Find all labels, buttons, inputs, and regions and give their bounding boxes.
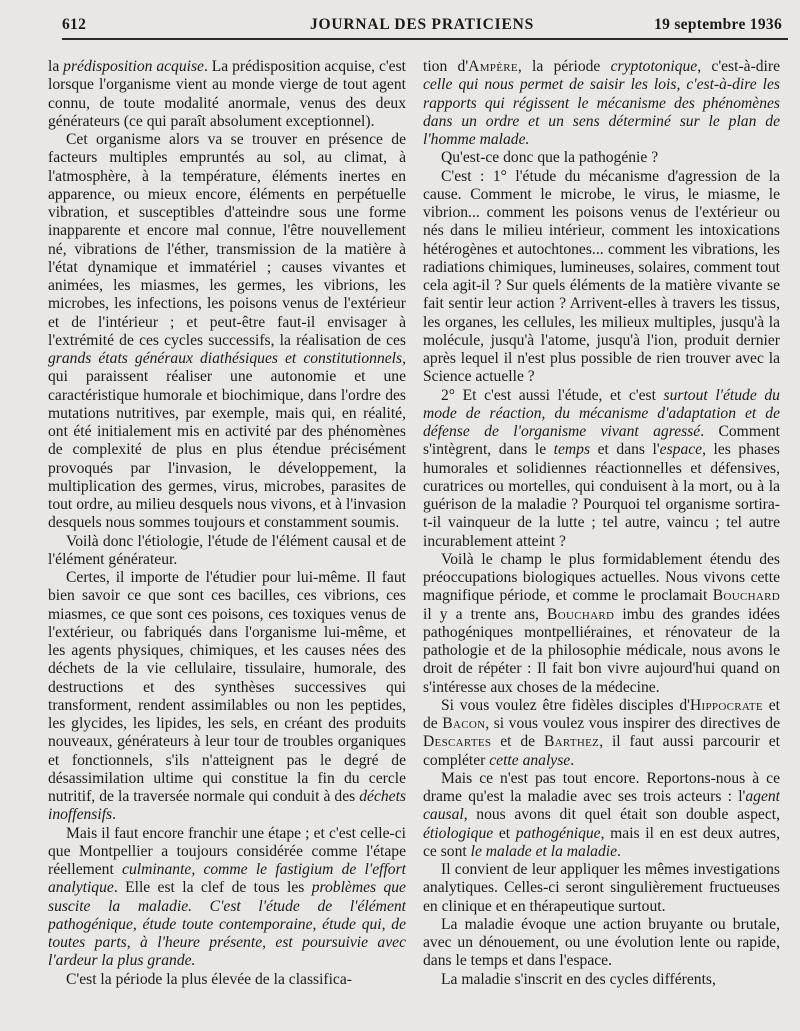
author-name: Bouchard (547, 605, 615, 623)
author-name: Descartes (423, 733, 492, 751)
text-run: . (570, 751, 575, 769)
paragraph (48, 533, 406, 570)
text-run: Voilà donc l'étiologie, l'étude de l'élément causal et de l'élément générateur. (48, 532, 406, 568)
italic-run: le malade et la maladie (470, 842, 618, 860)
text-run: , qui paraissent réaliser une autonomie et une caractéristique humorale et biochimique, dans l'ordre des mutations nutritives, par exemple, mais qui, en réalité, ont été initialement mis en activité par des phénomènes de complexité de plus en plus étendue précisément provoqués par l'invasion, le développement, la multiplication des germes, virus, microbes, parasites de tout ordre, au milieu desquels nous vivons, et à l'invasion desquels nous sommes toujours et constamment soumis. (48, 350, 406, 532)
text-run: , la période (517, 58, 611, 75)
italic-run: temps (553, 441, 591, 459)
header-rule (62, 38, 788, 40)
italic-run: pathogénique (515, 824, 601, 842)
text-run: la (48, 58, 64, 75)
italic-run: prédisposition acquise (63, 58, 204, 75)
italic-run: cryptotonique (610, 58, 698, 75)
paragraph (48, 971, 406, 989)
paragraph (48, 569, 406, 825)
text-run: C'est : 1° l'étude du mécanisme d'agression de la cause. Comment le microbe, le virus, le miasme, le vibrion... comment les poisons venus de l'extérieur ou nés dans le milieu intérieur, comment les intoxications hétérogènes et autochtones... comment les vibrations, les radiations chimiques, lumineuses, solaires, comment tout cela agit-il ? Sur quels éléments de la matière vivante se fait sentir leur action ? Arrivent-elles à travers les tissus, les organes, les cellules, les milieux multiples, jusqu'à la molécule, jusqu'à l'atome, jusqu'à l'ion, produit dernier après lequel il n'est plus possible de rien trouver avec la Science actuelle ? (423, 167, 780, 386)
text-run: Si vous voulez être fidèles disciples d' (441, 696, 690, 714)
text-run: et de (423, 696, 780, 732)
running-header (62, 16, 782, 38)
text-run: Voilà le champ le plus formidablement étendu des préoccupations biologiques actuelles. Nous vivons cette magnifique période, et comme le proclamait (423, 550, 780, 605)
italic-run: surtout l'étude du mode de réaction, du mécanisme d'adaptation et de défense de l'organisme vivant agressé (423, 386, 780, 440)
text-run: . Elle est la clef de tous les (113, 879, 312, 897)
paragraph (423, 168, 780, 387)
text-run: tion d' (423, 58, 469, 75)
italic-run: problèmes que suscite la maladie. C'est l'étude de l'élément pathogénique, étude toute contemporaine, étude qui, de toutes parts, à l'heure présente, est poursuivie avec l'ardeur la plus grande. (48, 879, 406, 970)
issue-date: 19 septembre 1936 (654, 16, 782, 33)
author-name: Hippocrate (689, 696, 763, 714)
paragraph (48, 58, 406, 131)
italic-run: étiologique (423, 824, 494, 842)
paragraph (423, 387, 780, 551)
text-run: Il convient de leur appliquer les mêmes investigations analytiques. Celles-ci seront singulièrement fructueuses en clinique et en thérapeutique surtout. (423, 861, 780, 915)
text-run: et (493, 824, 516, 842)
journal-title: JOURNAL DES PRATICIENS (309, 16, 535, 33)
text-run: , nous avons dit quel était son double aspect, (463, 806, 780, 824)
text-run: 2° Et c'est aussi l'étude, et c'est (441, 386, 664, 404)
paragraph (423, 697, 780, 770)
paragraph (423, 770, 780, 861)
italic-run: agent causal (423, 788, 780, 824)
text-run: et dans l' (590, 441, 660, 459)
text-run: , il faut aussi parcourir et compléter (423, 733, 780, 769)
text-run: . Comment s'intègrent, dans le (423, 423, 780, 459)
italic-run: cette analyse (489, 751, 571, 769)
text-run: Mais il faut encore franchir une étape ; et c'est celle-ci que Montpellier a toujours considérée comme l'étape réellement (48, 824, 406, 878)
author-name: Ampère (468, 58, 518, 75)
author-name: Barthez (543, 733, 600, 751)
text-run: il y a trente ans, (423, 605, 548, 623)
italic-run: culminante, comme le fastigium de l'effort analytique (48, 861, 406, 897)
text-run: C'est la période la plus élevée de la classifica- (66, 970, 352, 988)
text-run: Cet organisme alors va se trouver en présence de facteurs multiples empruntés au sol, au climat, à l'atmosphère, à la température, éléments inertes en apparence, ou mieux encore, éléments en perpétuelle vibration, et susceptibles d'atteindre sous une forme inapparente et encore mal connue, l'être nouvellement né, vibrations de l'éther, transmission de la matière à l'état dynamique et immatériel ; causes vivantes et animées, les miasmes, les germes, les vibrions, les microbes, les infections, les poisons venus de l'extérieur et de l'intérieur ; et peut-être faut-il envisager à l'extrémité de ces cycles successifs, la réalisation de ces (48, 131, 406, 349)
author-name: Bouchard (712, 587, 780, 605)
text-run: . La prédisposition acquise, c'est lorsque l'organisme vient au monde vierge de tout agent connu, de toute modalité anormale, venus des deux générateurs (ce qui paraît absolument exceptionnel). (48, 58, 406, 130)
italic-run: déchets inoffensifs (48, 788, 406, 824)
left-column (48, 58, 406, 1028)
paragraph (423, 861, 780, 916)
text-run: imbu des grandes idées pathogéniques montpelliéraines, et rénovateur de la pathologie et de la philosophie médicale, nous avons le droit de répéter : Il fait bon vivre aujourd'hui quand on s'intéresse aux choses de la médecine. (423, 605, 780, 696)
text-run: . (112, 806, 117, 824)
text-run: , si vous voulez vous inspirer des directives de (485, 715, 780, 732)
text-run: et de (491, 733, 544, 751)
text-run: Qu'est-ce donc que la pathogénie ? (441, 149, 659, 167)
right-column (423, 58, 780, 1028)
text-run: , les phases humorales et solidiennes réactionnelles et défensives, curatrices ou mortelles, qui conduisent à la mort, ou à la guérison de la maladie ? Pourquoi tel organisme sortira-t-il vainqueur de la lutte ; tel autre, vaincu ; tel autre incurablement atteint ? (423, 441, 780, 550)
text-run: , c'est-à-dire (697, 58, 780, 75)
text-run: La maladie évoque une action bruyante ou brutale, avec un dénouement, ou une évolution lente ou rapide, dans le temps et dans l'espace. (423, 915, 780, 970)
text-run: . (617, 842, 621, 860)
author-name: Bacon (442, 715, 486, 732)
paragraph (423, 149, 780, 167)
paragraph (48, 825, 406, 971)
paragraph (423, 551, 780, 697)
text-run: Mais ce n'est pas tout encore. Reportons-nous à ce drame qu'est la maladie avec ses trois acteurs : l' (423, 769, 780, 805)
italic-run: celle qui nous permet de saisir les lois, c'est-à-dire les rapports qui régissent le mécanisme des phénomènes dans un ordre et un sens déterminé sur le plan de l'homme malade. (423, 76, 780, 148)
paragraph (423, 971, 780, 989)
text-run: La maladie s'inscrit en des cycles différents, (441, 970, 716, 988)
italic-run: espace (659, 441, 703, 459)
paragraph (423, 58, 780, 149)
paragraph (48, 131, 406, 533)
text-run: Certes, il importe de l'étudier pour lui-même. Il faut bien savoir ce que sont ces bacilles, ces vibrions, ces miasmes, ce que sont ces poisons, ces toxiques venus de l'extérieur, ou fabriqués dans l'organisme lui-même, et les agents physiques, chimiques, et les causes nées des déchets de la vie cellulaire, tissulaire, humorale, des destructions et des synthèses successives qui transforment, rendent assimilables ou non les peptides, les glycides, les lipides, les sels, en créant des produits nouveaux, générateurs à leur tour de troubles organiques et fonctionnels, s'ils n'atteignent pas le degré de désassimilation ultime qui constitue la fin du cercle nutritif, de la traversée normale qui conduit à des (48, 569, 406, 805)
italic-run: grands états généraux diathésiques et constitutionnels (48, 350, 403, 367)
paragraph (423, 916, 780, 971)
page-number: 612 (62, 16, 87, 33)
text-run: , mais il en est deux autres, ce sont (423, 824, 780, 860)
